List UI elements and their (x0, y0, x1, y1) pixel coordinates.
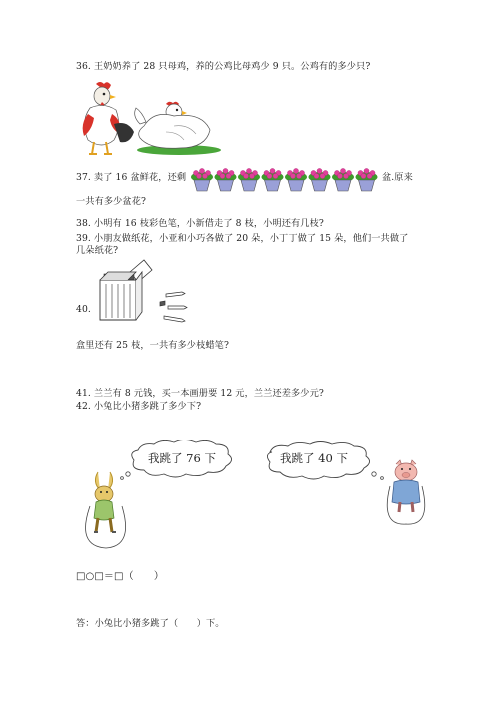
flower-pot-icon (238, 168, 260, 191)
hen-icon (135, 102, 210, 149)
loose-crayons-icon (160, 292, 187, 322)
pig-says: 我跳了 40 下 (280, 451, 348, 465)
crayon-box-icon (100, 260, 152, 320)
question-37-part1: 37. 卖了 16 盆鲜花，还剩 (76, 172, 187, 183)
pig-jumping-rope (382, 458, 432, 526)
pig-icon (392, 460, 420, 512)
question-38: 38. 小明有 16 枝彩色笔，小新借走了 8 枝，小明还有几枝? (76, 218, 324, 229)
question-42: 42. 小兔比小猪多跳了多少下? (76, 401, 202, 412)
question-37-part2: 盆.原来 (382, 172, 413, 183)
question-39-line2: 几朵纸花? (76, 245, 119, 256)
crayon-box-illustration (94, 258, 194, 328)
question-41: 41. 兰兰有 8 元钱，买一本画册要 12 元，兰兰还差多少元? (76, 388, 324, 399)
flower-pot-icon (332, 168, 354, 191)
question-39-line1: 39. 小朋友做纸花，小亚和小巧各做了 20 朵，小丁丁做了 15 朵，他们一共做了 (76, 233, 409, 244)
flower-pot-icon (215, 168, 237, 191)
flower-pot-icon (191, 168, 213, 191)
flower-pot-icon (309, 168, 331, 191)
question-37-line2: 一共有多少盆花? (76, 196, 147, 207)
flower-pot-icon (356, 168, 378, 191)
flower-pot-icon (285, 168, 307, 191)
rooster-icon (83, 82, 134, 154)
question-36: 36. 王奶奶养了 28 只母鸡，养的公鸡比母鸡少 9 只。公鸡有的多少只? (76, 61, 371, 72)
flower-pot-icon (262, 168, 284, 191)
equation-blank: □○□＝□（ ） (76, 571, 164, 582)
answer-line: 答：小兔比小猪多跳了（ ）下。 (76, 618, 225, 629)
rabbit-says: 我跳了 76 下 (148, 451, 216, 465)
rabbit-icon (94, 472, 116, 532)
flower-pots-row (190, 166, 380, 192)
question-40-text: 盒里还有 25 枝，一共有多少枝蜡笔? (76, 340, 229, 351)
question-40-number: 40. (76, 304, 91, 315)
rabbit-jumping-rope (76, 470, 138, 550)
rooster-hen-illustration (74, 80, 224, 166)
